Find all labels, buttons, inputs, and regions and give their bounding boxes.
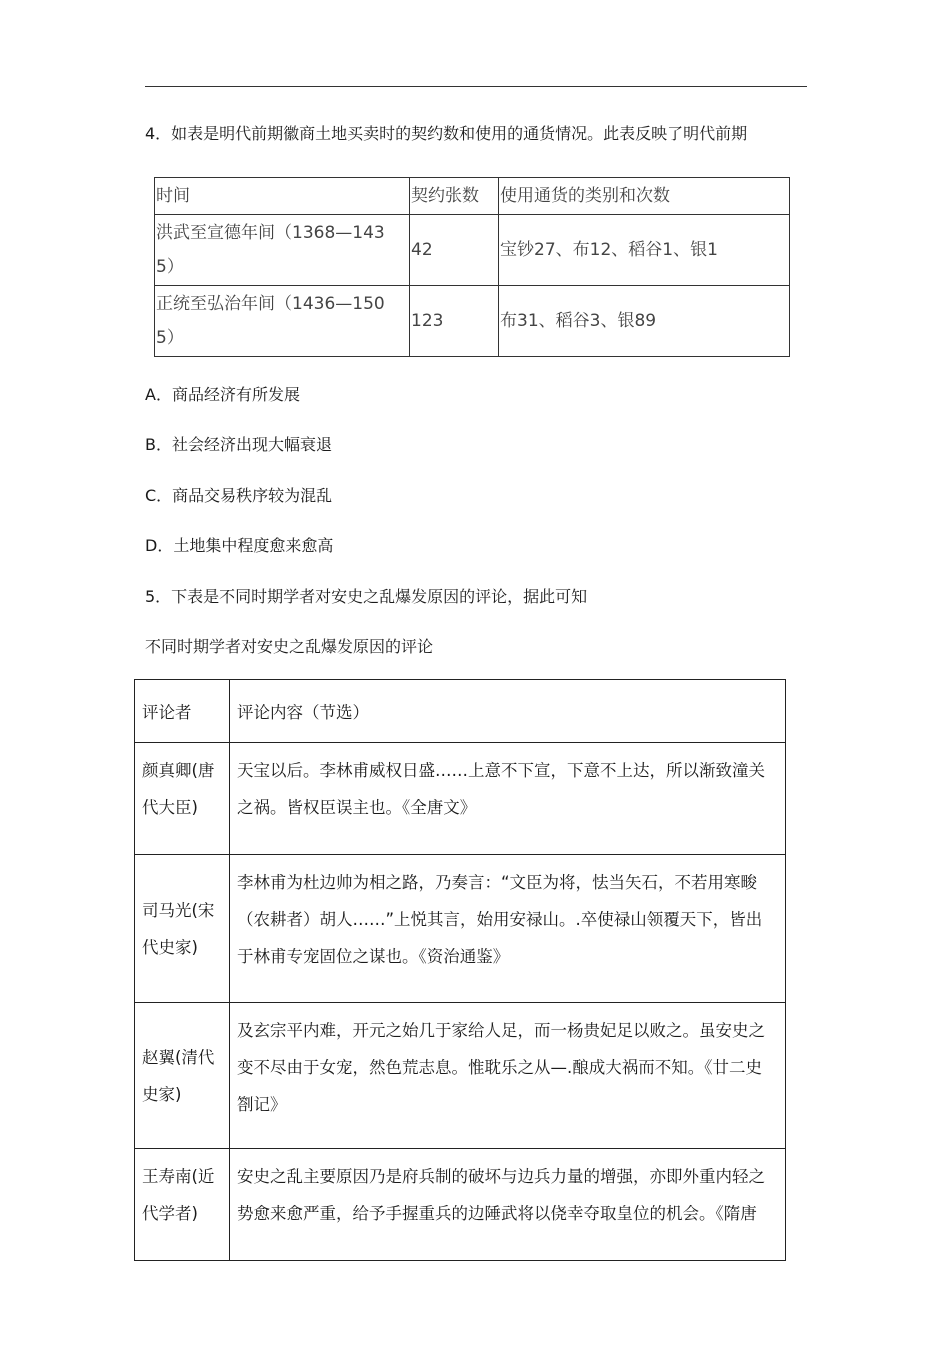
comment-line: 变不尽由于女宠，然色荒志息。惟耽乐之从—.酿成大祸而不知。《廿二史 (237, 1058, 762, 1077)
period-cell (155, 286, 410, 357)
period-line: 正统至弘治年间（1436—150 (156, 294, 385, 314)
comment-line: 之祸。皆权臣误主也。《全唐文》 (237, 798, 477, 817)
question-4-table (154, 177, 790, 357)
commentator-line: 代大臣) (142, 798, 198, 817)
commentator-line: 代史家) (142, 937, 198, 957)
commentator-cell (135, 1003, 230, 1149)
header-cell-commentator: 评论者 (135, 680, 230, 743)
option-b: B．社会经济出现大幅衰退 (145, 435, 332, 454)
currency-cell: 布31、稻谷3、银89 (499, 286, 790, 357)
table-row (155, 215, 790, 286)
commentator-cell (135, 1149, 230, 1261)
question-5-stem: 5．下表是不同时期学者对安史之乱爆发原因的评论，据此可知 (145, 587, 588, 606)
comment-cell (230, 1003, 786, 1149)
question-5-table (134, 679, 786, 1261)
comment-line: 于林甫专宠固位之谋也。《资治通鉴》 (237, 947, 510, 966)
table-header-row (135, 680, 786, 743)
header-rule (145, 86, 807, 87)
commentator-line: 代学者) (142, 1204, 198, 1223)
table-row (155, 286, 790, 357)
commentator-line: 司马光(宋 (142, 900, 215, 920)
table-header-row (155, 178, 790, 215)
header-cell-content: 评论内容（节选） (230, 680, 786, 743)
table-row (135, 1149, 786, 1261)
table-caption: 不同时期学者对安史之乱爆发原因的评论 (145, 637, 434, 656)
header-cell-period: 时间 (155, 178, 410, 215)
comment-line: 及玄宗平内难，开元之始几于家给人足，而一杨贵妃足以败之。虽安史之 (237, 1021, 765, 1040)
table-row (135, 743, 786, 855)
comment-cell (230, 1149, 786, 1261)
commentator-line: 赵翼(清代 (142, 1047, 215, 1067)
table-row (135, 855, 786, 1003)
commentator-line: 颜真卿(唐 (142, 761, 215, 780)
option-c: C．商品交易秩序较为混乱 (145, 486, 333, 505)
option-a: A．商品经济有所发展 (145, 385, 300, 404)
comment-cell (230, 855, 786, 1003)
comment-line: 安史之乱主要原因乃是府兵制的破坏与边兵力量的增强，亦即外重内轻之 (237, 1167, 765, 1186)
table-row (135, 1003, 786, 1149)
comment-line: 势愈来愈严重，给予手握重兵的边陲武将以侥幸夺取皇位的机会。《隋唐 (237, 1204, 757, 1223)
comment-line: 劄记》 (237, 1095, 287, 1114)
header-cell-currency: 使用通货的类别和次数 (499, 178, 790, 215)
currency-cell: 宝钞27、布12、稻谷1、银1 (499, 215, 790, 286)
header-cell-count: 契约张数 (410, 178, 499, 215)
comment-line: 天宝以后。李林甫威权日盛……上意不下宣，下意不上达，所以渐致潼关 (237, 761, 765, 780)
comment-line: 李林甫为杜边帅为相之路，乃奏言：“文臣为将，怯当矢石，不若用寒畯 (237, 873, 758, 892)
count-cell: 123 (410, 286, 499, 357)
period-line: 5） (156, 328, 184, 348)
period-cell (155, 215, 410, 286)
commentator-cell (135, 855, 230, 1003)
commentator-cell (135, 743, 230, 855)
period-line: 洪武至宣德年间（1368—143 (156, 223, 385, 243)
comment-cell (230, 743, 786, 855)
comment-line: （农耕者）胡人……”上悦其言，始用安禄山。.卒使禄山领覆天下，皆出 (237, 910, 763, 929)
question-4-stem: 4．如表是明代前期徽商土地买卖时的契约数和使用的通货情况。此表反映了明代前期 (145, 124, 748, 143)
commentator-line: 王寿南(近 (142, 1167, 215, 1186)
option-d: D．土地集中程度愈来愈高 (145, 536, 334, 555)
count-cell: 42 (410, 215, 499, 286)
period-line: 5） (156, 257, 184, 277)
commentator-line: 史家) (142, 1084, 182, 1104)
